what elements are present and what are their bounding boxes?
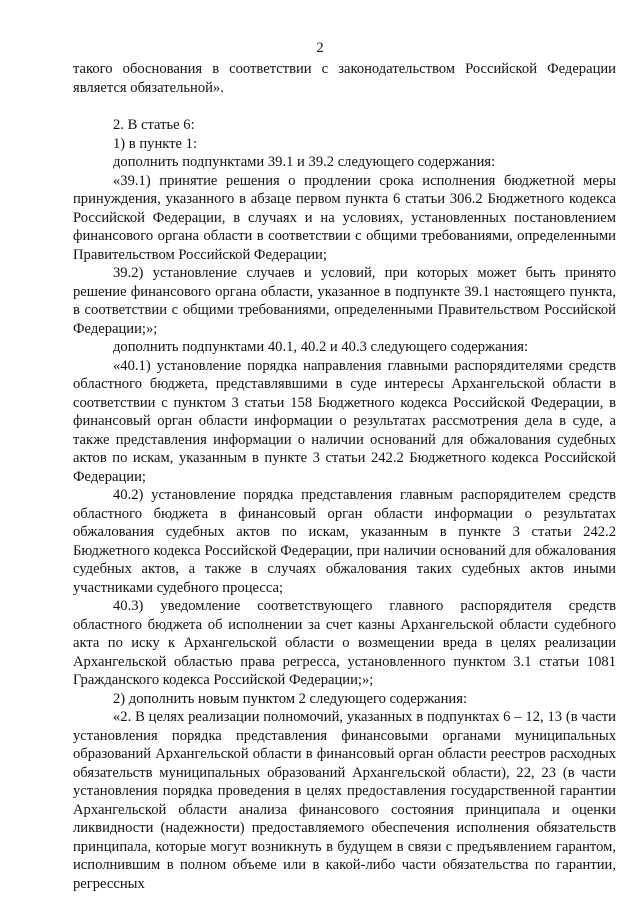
page-number: 2 bbox=[316, 40, 324, 56]
paragraph-subitem-40-1: «40.1) установление порядка направления главными распорядителями средств областного бюджета, представлявшими в суде интересы Архангельской области в соответствии с пунктом 3 статьи 158 Бюджетного кодекса Российской Федерации, в финансовый орган области информации о результатах рассмотрения дела в суде, а также представления информации о наличии оснований для обжалования судебных актов по искам, указанным в пункте 3 статьи 242.2 Бюджетного кодекса Российской Федерации; bbox=[73, 357, 616, 485]
paragraph-article-6-heading: 2. В статье 6: bbox=[113, 117, 195, 133]
paragraph-continuation: такого обоснования в соответствии с законодательством Российской Федерации является обязательной». bbox=[73, 61, 616, 96]
paragraph-add-subitems-39: дополнить подпунктами 39.1 и 39.2 следующего содержания: bbox=[113, 154, 496, 170]
document-body bbox=[73, 60, 616, 893]
paragraph-gap bbox=[73, 97, 616, 116]
paragraph-new-item-2: «2. В целях реализации полномочий, указанных в подпунктах 6 – 12, 13 (в части установления порядка представления финансовыми органами муниципальных образований Архангельской области в финансовый орган области реестров расходных обязательств муниципальных образований Архангельской области), 22, 23 (в части установления порядка проведения в целях предоставления государственной гарантии Архангельской области анализа финансового состояния принципала и оценки ликвидности (надежности) предоставляемого обеспечения исполнения обязательств принципала, которые могут возникнуть в будущем в связи с предъявлением гарантом, исполнившим в полном объеме или в какой-либо части обязательства по гарантии, регрессных bbox=[73, 709, 616, 892]
paragraph-item-1-heading: 1) в пункте 1: bbox=[113, 135, 198, 152]
paragraph-subitem-40-2: 40.2) установление порядка представления главным распорядителем средств областного бюджета в финансовый орган области информации о результатах обжалования судебных актов по искам, указанным в пункте 3 статьи 242.2 Бюджетного кодекса Российской Федерации, при наличии оснований для обжалования судебных актов, а также в случаях обжалования таких судебных актов иными участниками судебного процесса; bbox=[73, 487, 616, 596]
paragraph-add-subitems-40: дополнить подпунктами 40.1, 40.2 и 40.3 следующего содержания: bbox=[113, 339, 528, 355]
paragraph-subitem-39-1: «39.1) принятие решения о продлении срока исполнения бюджетной меры принуждения, указанного в абзаце первом пункта 6 статьи 306.2 Бюджетного кодекса Российской Федерации, в случаях и на условиях, установленных постановлением финансового органа области в соответствии с общими требованиями, определенными Правительством Российской Федерации; bbox=[73, 172, 616, 263]
paragraph-item-2-heading: 2) дополнить новым пунктом 2 следующего содержания: bbox=[113, 690, 468, 707]
paragraph-subitem-39-2: 39.2) установление случаев и условий, при которых может быть принято решение финансового органа области, указанное в подпункте 39.1 настоящего пункта, в соответствии с общими требованиями, определенными Правительством Российской Федерации;»; bbox=[73, 265, 616, 337]
paragraph-subitem-40-3: 40.3) уведомление соответствующего главного распорядителя средств областного бюджета об исполнении за счет казны Архангельской области судебного акта по иску к Архангельской области о возмещении вреда в целях реализации Архангельской областью права регресса, установленного пунктом 3.1 статьи 1081 Гражданского кодекса Российской Федерации;»; bbox=[73, 598, 616, 688]
